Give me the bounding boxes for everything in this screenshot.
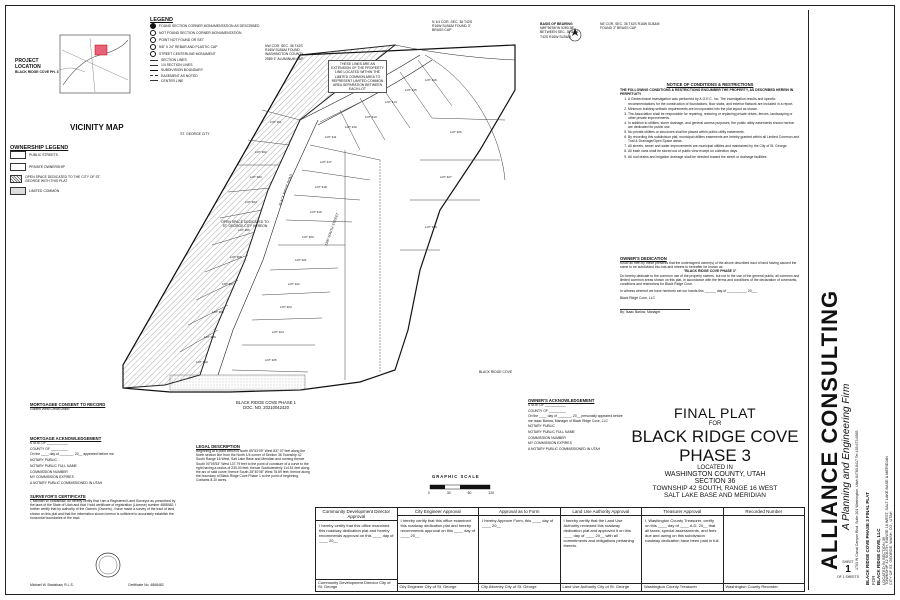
basis-heading: BASIS OF BEARING	[540, 22, 573, 26]
notice-section	[620, 82, 800, 160]
open-space-label: OPEN SPACE DEDICATED TO ST. GEORGE CITY HEREON	[221, 220, 269, 229]
approval-footer: Washington County Treasurer	[642, 583, 723, 591]
approval-footer: Community Development Director City of St. George	[316, 579, 397, 591]
sidebar-title-1: BLACK RIDGE COVE PHASE 3 FINAL PLAT	[865, 492, 870, 585]
ownership-item-label: LIMITED COMMON	[29, 189, 60, 194]
ack-line: NOTARY PUBLIC FULL NAME	[30, 463, 77, 468]
legend-symbol	[150, 80, 158, 81]
legend-item	[150, 51, 270, 57]
lot-label: LOT 304	[245, 200, 257, 204]
lot-label: LOT 327	[440, 175, 452, 179]
firm-name: ALLIANCE CONSULTING	[817, 289, 842, 570]
ack-line: COMMISSION NUMBER	[528, 435, 566, 440]
corner-note-nw: NW COR. SEC. 36 T42S R16W SLB&M FOUND WASHINGTON COUNTY 2589 3" ALUMINUM CAP	[265, 44, 304, 61]
legend-symbol	[150, 44, 156, 50]
lot-label: LOT 301	[270, 120, 282, 124]
sheet-of: OF 1 SHEETS	[836, 575, 860, 580]
ownership-symbol	[10, 151, 26, 159]
legend-symbol	[150, 51, 156, 57]
notice-list	[620, 97, 800, 158]
mortgagee-heading: MORTGAGEE CONSENT TO RECORD	[30, 402, 106, 407]
corner-note-ne: NE COR. SEC. 36 T42S R16W SLB&M FOUND 3" BRASS CAP	[600, 22, 660, 31]
legend-item	[150, 30, 270, 36]
owners-dedication-signer-title: By: Isaac Barlow, Manager	[620, 309, 690, 314]
legend-item	[150, 79, 270, 83]
corner-note-n14: N 1/4 COR. SEC. 36 T42S R16W SLB&M FOUND 3" BRASS CAP	[432, 20, 473, 33]
sidebar-title-2: FOR	[871, 575, 876, 585]
owners-dedication-text2: Do hereby dedicate to the common use of the property owners, but not to the use of the general public, all common and limited common areas shown on this plat, in accordance with the terms and conditions of the declaration of covenants, conditions and restrictions for Black Ridge Cove.	[620, 273, 800, 287]
approval-column	[642, 508, 724, 591]
title-block	[630, 405, 800, 499]
ownership-legend	[10, 146, 110, 199]
surveyor-certificate	[30, 494, 180, 520]
sidebar-title-3: BLACK RIDGE COVE, LLC	[876, 528, 881, 585]
lot-label: LOT 324	[272, 330, 284, 334]
vicinity-map-title: VICINITY MAP	[70, 123, 124, 132]
approval-header: City Engineer Approval	[398, 508, 479, 516]
lot-label: LOT 302	[255, 150, 267, 154]
approval-header: Community Development Director Approval	[316, 508, 397, 521]
owners-dedication-text: Know all men by these presents that the undersigned owner(s) of the above described tract of land having caused the same to be subdivided into lots and streets to hereafter be known as	[620, 261, 797, 270]
limited-common-note: THESE LINES ARE AN EXTENSION OF THE PROPERTY LINE LOCATED WITHIN THE LIMITED COMMON AREA TO REPRESENT LIMITED COMMON AREA SEPARATION BETWEEN EACH LOT	[328, 60, 387, 93]
ack-line: COMMISSION NUMBER	[30, 469, 68, 474]
ownership-legend-items	[10, 151, 110, 195]
lot-label: LOT 309	[204, 335, 216, 339]
approval-column	[724, 508, 805, 591]
approval-body: I, Washington County Treasurer, certify on this ____ day of ____ A.D. 20__ that all taxes, special assessments, and fees due and owing on this subdivision roadway dedication have been paid in full.	[645, 518, 720, 543]
ack-line: NOTARY PUBLIC	[30, 458, 57, 463]
notice-item: 4. In addition to utilities, storm drainage, and general access purposes, the public utility easements shown hereon are dedicated for public use.	[628, 121, 800, 129]
lot-label: LOT 319	[310, 210, 322, 214]
title-phase: PHASE 3	[679, 446, 751, 465]
owners-dedication	[620, 256, 800, 314]
surveyor-stamp	[96, 553, 120, 577]
owners-dedication-heading: OWNER'S DEDICATION	[620, 256, 667, 261]
legal-description	[196, 444, 311, 483]
notice-heading: NOTICE OF CONDITIONS & RESTRICTIONS	[666, 82, 754, 87]
legal-heading: LEGAL DESCRIPTION	[196, 444, 240, 449]
surveyor-heading: SURVEYOR'S CERTIFICATE	[30, 494, 86, 499]
title-project: BLACK RIDGE COVE	[631, 427, 799, 446]
lot-label: LOT 318	[315, 185, 327, 189]
ack-line: A NOTARY PUBLIC COMMISSIONED IN UTAH	[30, 480, 103, 485]
owners-dedication-witness: In witness whereof we have hereunto set our hands this ______ day of __________, 20___	[620, 289, 758, 294]
st-george-city-label: ST. GEORGE CITY	[180, 132, 210, 136]
approval-footer: Land Use Authority City of St. George	[561, 583, 642, 591]
firm-address: 1703 W Canal Canyon Blvd. Suite 201 Washington, Utah 84780-8417 Tel 435.673.6585	[855, 430, 859, 570]
ack-line: A NOTARY PUBLIC COMMISSIONED IN UTAH	[528, 447, 601, 452]
sidebar-title-4: LOCATED IN SECTION 36	[881, 536, 886, 585]
legend-symbol	[150, 65, 158, 66]
legend-symbol	[150, 75, 158, 76]
approval-column	[479, 508, 561, 591]
legend-item-label: SUBDIVISION BOUNDARY	[161, 68, 203, 73]
ownership-item	[10, 175, 110, 183]
ack-line: NOTARY PUBLIC FULL NAME	[528, 430, 575, 435]
approval-footer: Washington County Recorder	[724, 583, 805, 591]
lot-label: LOT 321	[295, 258, 307, 262]
legend-item	[150, 58, 270, 62]
notice-item: 3. The Association shall be responsible for repairing, restoring or replacing private drives, fences, landscaping or other private improvements.	[628, 112, 800, 120]
lot-label: LOT 326	[450, 130, 462, 134]
mortgagee-company: Golden West Credit Union	[30, 407, 70, 411]
ownership-item	[10, 163, 110, 171]
sheet-number-box	[818, 560, 878, 579]
legend-symbol	[150, 60, 158, 61]
legend-item-label: FOUND SECTION CORNER MONUMENTATION AS DESCRIBED	[159, 23, 260, 28]
title-base: SALT LAKE BASE AND MERIDIAN	[664, 492, 766, 499]
lot-label: LOT 307	[222, 282, 234, 286]
notice-item: 1. A Geotechnical Investigation was performed by A.G.E.C. Inc. The investigation results and specific recommendations for the construction of foundations, floor slabs, and exterior flatwork are included in a report.	[628, 97, 800, 105]
basis-of-bearing	[540, 22, 595, 39]
sidebar-title-6: CITY OF ST. GEORGE, WASH. CO., UTAH	[889, 511, 893, 585]
legend-heading: LEGEND	[150, 17, 173, 23]
approval-column	[561, 508, 643, 591]
approval-header: Recorded Number	[724, 508, 805, 516]
ack-line: STATE OF ___________	[30, 441, 68, 445]
mortgagee-consent	[30, 402, 150, 411]
lot-label: LOT 322	[288, 282, 300, 286]
approval-body	[724, 516, 805, 520]
legend-item-label: NOT FOUND SECTION CORNER MONUMENTATION	[159, 30, 242, 35]
lot-label: LOT 320	[302, 235, 314, 239]
lot-label: LOT 308	[212, 310, 224, 314]
legend-item	[150, 74, 270, 78]
scale-value: 120	[488, 491, 494, 495]
notice-item: 7. All streets, sewer and water improvements are municipal utilities and maintained by the City of St. George.	[628, 144, 800, 148]
legal-text: Beginning at a point which is North 89°53'09" West 837.07 feet along the North section line from the North 1/4 corner of Section 36 Township 42 South Range 16 West, Salt Lake Base and Meridian and running thence South 00°05'53" West 137.79 feet to the point of curvature of a curve to the right having a radius of 230.00 feet; thence Southwesterly 114.51 feet along the arc of said curve; thence South 28°40'08" West 75.89 feet; thence along the boundary of Black Ridge Cove Phase 1 to the point of beginning. Contains 8.10 acres.	[196, 449, 310, 483]
lot-label: LOT 315	[405, 88, 417, 92]
approval-body: I hereby certify that this office examined this roadway dedication plat and hereby recommends approval on this ____ day of ____ 20__	[400, 518, 475, 538]
legend-item-label: STREET CENTERLINE MONUMENT	[159, 51, 216, 56]
phase1-label	[226, 400, 306, 410]
legend-symbol	[150, 30, 156, 36]
notice-intro: THE FOLLOWING CONDITIONS & RESTRICTIONS ENCUMBER THE PROPERTY, AS DESCRIBED HEREIN IN PERPETUITY	[620, 88, 794, 97]
basis-line: T42S R16W SLB&M	[540, 34, 571, 39]
firm-tagline: A Planning and Engineering Firm	[841, 383, 852, 530]
approval-header: Treasurer Approval	[642, 508, 723, 516]
lot-label: LOT 317	[320, 160, 332, 164]
scale-value: 30	[446, 491, 451, 495]
lot-label: LOT 316	[425, 78, 437, 82]
project-location-subtitle: BLACK RIDGE COVE PH. 3	[15, 70, 59, 74]
approval-column	[316, 508, 398, 591]
black-ridge-road-label: BLACK RIDGE ROAD	[278, 173, 294, 207]
notice-item: 9. All roof drains and irrigation drainage shall be directed toward the street or drainage facilities.	[628, 155, 800, 159]
owners-dedication-signer: Black Ridge Cove, LLC	[620, 296, 656, 301]
lot-label: LOT 310	[196, 360, 208, 364]
basis-line: BETWEEN SEC. 35 & 36	[540, 30, 579, 35]
graphic-scale-values	[428, 491, 494, 495]
legend-symbol	[150, 37, 156, 43]
legend-item-label: CENTER LINE	[161, 78, 184, 83]
legend	[150, 18, 270, 84]
approvals-table	[315, 507, 805, 592]
legend-item	[150, 23, 270, 29]
project-location-title: PROJECT LOCATION	[15, 58, 41, 70]
limited-common-bottom	[170, 375, 305, 390]
surveyor-signer: Michael W. Bradshaw, R.L.S.	[30, 583, 74, 587]
ownership-symbol	[10, 163, 26, 171]
approval-body: I hereby certify that the Land Use Authority reviewed this roadway dedication plat and approved it on this ____ day of ____ 20__ with all commitments and obligations pertaining thereto.	[563, 518, 634, 548]
approval-footer: City Engineer City of St. George	[398, 583, 479, 591]
legend-item	[150, 68, 270, 72]
lot-label: LOT 312	[345, 125, 357, 129]
legend-item-label: EASEMENT AS NOTED	[161, 73, 198, 78]
surveyor-cert: Certificate No. 4868482	[128, 583, 164, 587]
legend-items	[150, 23, 270, 83]
graphic-scale-label: GRAPHIC SCALE	[432, 474, 480, 479]
vicinity-map-frame	[60, 35, 130, 93]
ownership-item	[10, 187, 110, 195]
legend-item	[150, 37, 270, 43]
title-final-plat: FINAL PLAT	[673, 405, 757, 421]
legend-symbol	[150, 23, 156, 29]
lot-label: LOT 325	[265, 358, 277, 362]
legend-item-label: 1/4 SECTION LINES	[161, 63, 193, 68]
sheet-label: SHEET	[842, 560, 854, 564]
title-for: FOR	[708, 421, 722, 427]
mortgage-ack-heading: MORTGAGE ACKNOWLEDGEMENT	[30, 436, 102, 441]
lot-label: LOT 306	[230, 255, 242, 259]
surveyor-text: I, Michael W. Bradshaw, do hereby certify that I am a Registered Land Surveyor as prescribed by the laws of the State of Utah and that I hold certificate of registration (License) number 4868482. I further certify that by authority of the Owners (Owners), I have made a survey of the tract of land shown on this plat and that the information shown hereon is sufficient to accurately establish the horizontal boundaries of the tract.	[30, 499, 177, 520]
ack-line: COUNTY OF _________	[528, 408, 566, 413]
phase1-name: BLACK RIDGE COVE PHASE 1	[235, 400, 297, 405]
ownership-item-label: PRIVATE OWNERSHIP	[29, 164, 65, 169]
notice-item: 8. All trash cans shall be stored out of public view except on collection days.	[628, 149, 800, 153]
legend-item-label: 5/8" X 24" REBAR AND PLASTIC CAP	[159, 44, 218, 49]
lot-label: LOT 311	[325, 135, 337, 139]
ownership-item-label: PUBLIC STREETS	[29, 152, 58, 157]
ownership-symbol	[10, 187, 26, 195]
notice-item: 5. No private utilities or structures shall be placed within public utility easements.	[628, 130, 800, 134]
scale-value: 0	[428, 491, 430, 495]
owners-dedication-name: "BLACK RIDGE COVE PHASE 3"	[683, 269, 737, 274]
ownership-item	[10, 151, 110, 159]
lot-label: LOT 323	[280, 305, 292, 309]
ack-line: On the ____ day of _______, 20__ appeared before me	[30, 452, 114, 457]
approval-header: Approval as to Form	[479, 508, 560, 516]
lot-label: LOT 314	[385, 100, 397, 104]
mortgage-ack	[30, 436, 170, 487]
graphic-scale-bar	[430, 485, 490, 489]
ack-line: COUNTY OF _________	[30, 446, 68, 451]
ack-line: MY COMMISSION EXPIRES	[528, 441, 572, 446]
scale-value: 60	[467, 491, 472, 495]
lot-label: LOT 303	[250, 175, 262, 179]
approval-column	[398, 508, 480, 591]
owners-ack-heading: OWNER'S ACKNOWLEDGEMENT	[528, 398, 595, 403]
owners-ack-lines	[528, 403, 623, 451]
legend-item-label: POINT NOT FOUND OR SET	[159, 37, 204, 42]
ownership-item-label: OPEN SPACE DEDICATED TO THE CITY OF ST. GEORGE WITH THIS PLAT	[25, 175, 101, 184]
approval-body: I hereby Approve Form, this ____ day of ____ 20__	[482, 518, 554, 528]
lot-label: LOT 305	[238, 228, 250, 232]
sheet-number: 1	[845, 564, 851, 576]
basis-line: N89°56'56"W 5280.58'	[540, 26, 575, 31]
legend-item-label: SECTION LINES	[161, 58, 187, 62]
project-location	[15, 58, 60, 74]
mortgage-ack-lines	[30, 441, 170, 485]
ack-line: NOTARY PUBLIC	[528, 424, 555, 429]
owners-ack	[528, 398, 623, 453]
ownership-legend-heading: OWNERSHIP LEGEND	[10, 145, 69, 151]
ack-line: On the ____ day of _______, 20__ personally appeared before me Isaac Barlow, Manager of Black Ridge Cove, LLC	[528, 414, 623, 423]
lot-label: LOT 313	[365, 115, 377, 119]
phase1-doc: DOC. NO. 20210042420	[243, 405, 289, 410]
notice-item: 2. Minimum building setback requirements are incorporated into the plat layout as shown.	[628, 107, 800, 111]
street-label-2: 1390 SOUTH STREET	[324, 212, 340, 247]
sidebar-title-5: TOWNSHIP 42 SOUTH, RANGE 16 WEST, SALT LAKE BASE & MERIDIAN	[885, 456, 889, 585]
side-title-block	[808, 10, 891, 590]
legend-item	[150, 63, 270, 67]
ack-line: MY COMMISSION EXPIRES	[30, 475, 74, 480]
title-county: WASHINGTON COUNTY, UTAH	[664, 471, 766, 478]
legend-symbol	[150, 70, 158, 71]
ownership-symbol	[10, 175, 22, 183]
approval-body: I hereby certify that this office examined this roadway dedication plat and hereby recommends approval on this ____ day of ____ 20__	[319, 523, 394, 543]
title-section: SECTION 36	[694, 478, 736, 485]
approval-footer: City Attorney City of St. George	[479, 583, 560, 591]
legend-item	[150, 44, 270, 50]
ack-line: STATE OF ___________	[528, 403, 566, 407]
black-ridge-cove-label: BLACK RIDGE COVE	[478, 370, 513, 374]
title-township: TOWNSHIP 42 SOUTH, RANGE 16 WEST	[652, 485, 778, 492]
lot-label: LOT 328	[425, 225, 437, 229]
notice-item: 6. By recording this subdivision plat, municipal utilities easements are hereby granted within all Limited Common and Trail & Drainage/Open Space areas.	[628, 135, 800, 143]
approval-header: Land Use Authority Approval	[561, 508, 642, 516]
title-located: LOCATED IN	[697, 465, 733, 471]
